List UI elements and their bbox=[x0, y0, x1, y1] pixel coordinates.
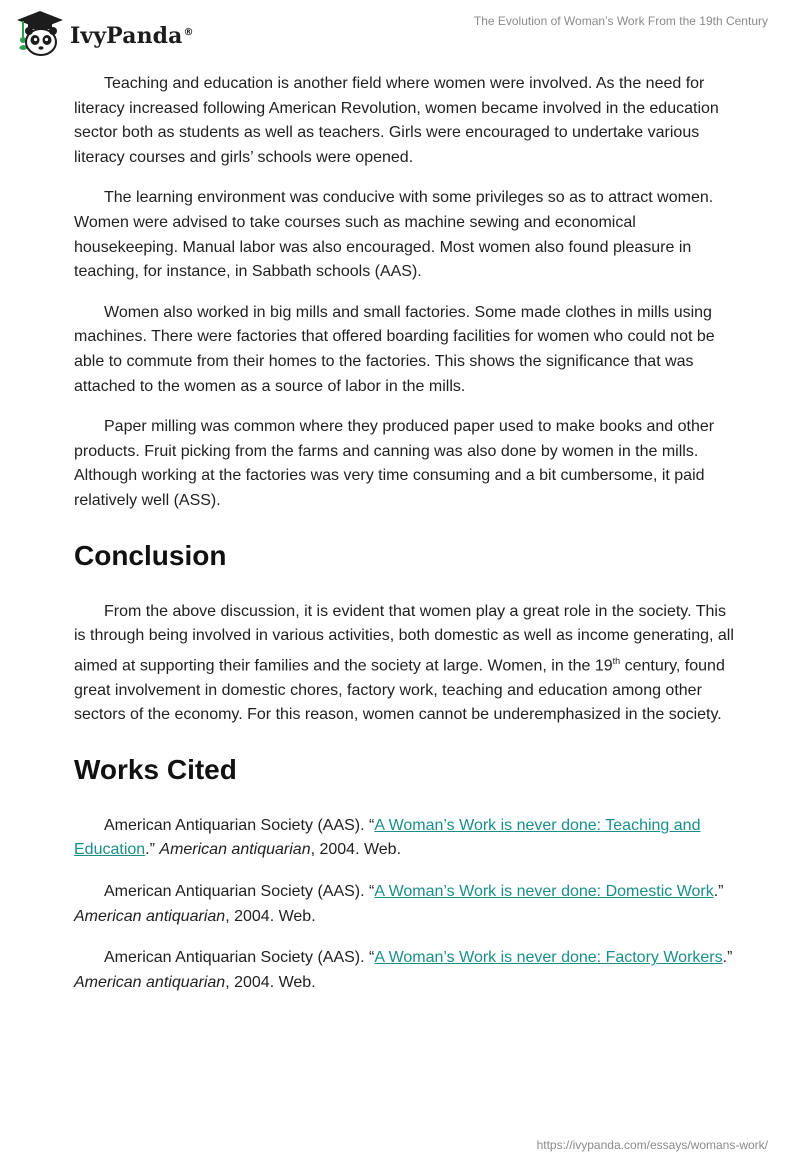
citation-entry: American Antiquarian Society (AAS). “A Woman’s Work is never done: Teaching and Education.” American antiquarian, 2004. Web. bbox=[74, 816, 701, 859]
brand-name: IvyPanda® bbox=[70, 23, 194, 49]
paragraph-teaching: Teaching and education is another field where women were involved. As the need for literacy increased following American Revolution, women became involved in the education sector both as students as well as teachers. Girls were encouraged to undertake various literacy courses and girls’ schools were opened. bbox=[74, 75, 719, 166]
citation-link-factory-workers[interactable]: A Woman’s Work is never done: Factory Workers bbox=[374, 949, 723, 967]
citation-entry: American Antiquarian Society (AAS). “A Woman’s Work is never done: Domestic Work.” American antiquarian, 2004. Web. bbox=[74, 882, 724, 925]
citation-entry: American Antiquarian Society (AAS). “A Woman’s Work is never done: Factory Workers.” American antiquarian, 2004. Web. bbox=[74, 949, 733, 991]
paragraph-conclusion: From the above discussion, it is evident that women play a great role in the society. This is through being involved in various activities, both domestic as well as income generating, all aimed at supporting their families and the society at large. Women, in the 19th century, found great involvement in domestic chores, factory work, teaching and education among other sectors of the economy. For this reason, women cannot be underemphasized in the society. bbox=[74, 602, 734, 724]
essay-content bbox=[74, 72, 734, 1012]
source-url[interactable]: https://ivypanda.com/essays/womans-work/ bbox=[536, 1138, 768, 1152]
conclusion-heading: Conclusion bbox=[74, 539, 227, 571]
page-header bbox=[0, 0, 800, 70]
document-title: The Evolution of Woman’s Work From the 19th Century bbox=[473, 14, 768, 28]
paragraph-mills-factories: Women also worked in big mills and small factories. Some made clothes in mills using machines. There were factories that offered boarding facilities for women who could not be able to commute from their homes to the factories. This shows the significance that was attached to the women as a source of labor in the mills. bbox=[74, 303, 715, 395]
panda-graduate-icon bbox=[14, 8, 66, 60]
citation-link-teaching[interactable]: A Woman’s Work is never done: Teaching and Education bbox=[74, 816, 701, 859]
paragraph-learning-environment: The learning environment was conducive with some privileges so as to attract women. Women were advised to take courses such as machine sewing and economical housekeeping. Manual labor was also encouraged. Most women also found pleasure in teaching, for instance, in Sabbath schools (AAS). bbox=[74, 189, 714, 281]
ivypanda-logo[interactable] bbox=[14, 8, 194, 60]
paragraph-paper-milling: Paper milling was common where they produced paper used to make books and other products. Fruit picking from the farms and canning was also done by women in the mills. Although working at the factories was very time consuming and a bit cumbersome, it paid relatively well (ASS). bbox=[74, 418, 715, 509]
works-cited-heading: Works Cited bbox=[74, 753, 237, 785]
citation-link-domestic-work[interactable]: A Woman’s Work is never done: Domestic Work bbox=[374, 882, 714, 900]
